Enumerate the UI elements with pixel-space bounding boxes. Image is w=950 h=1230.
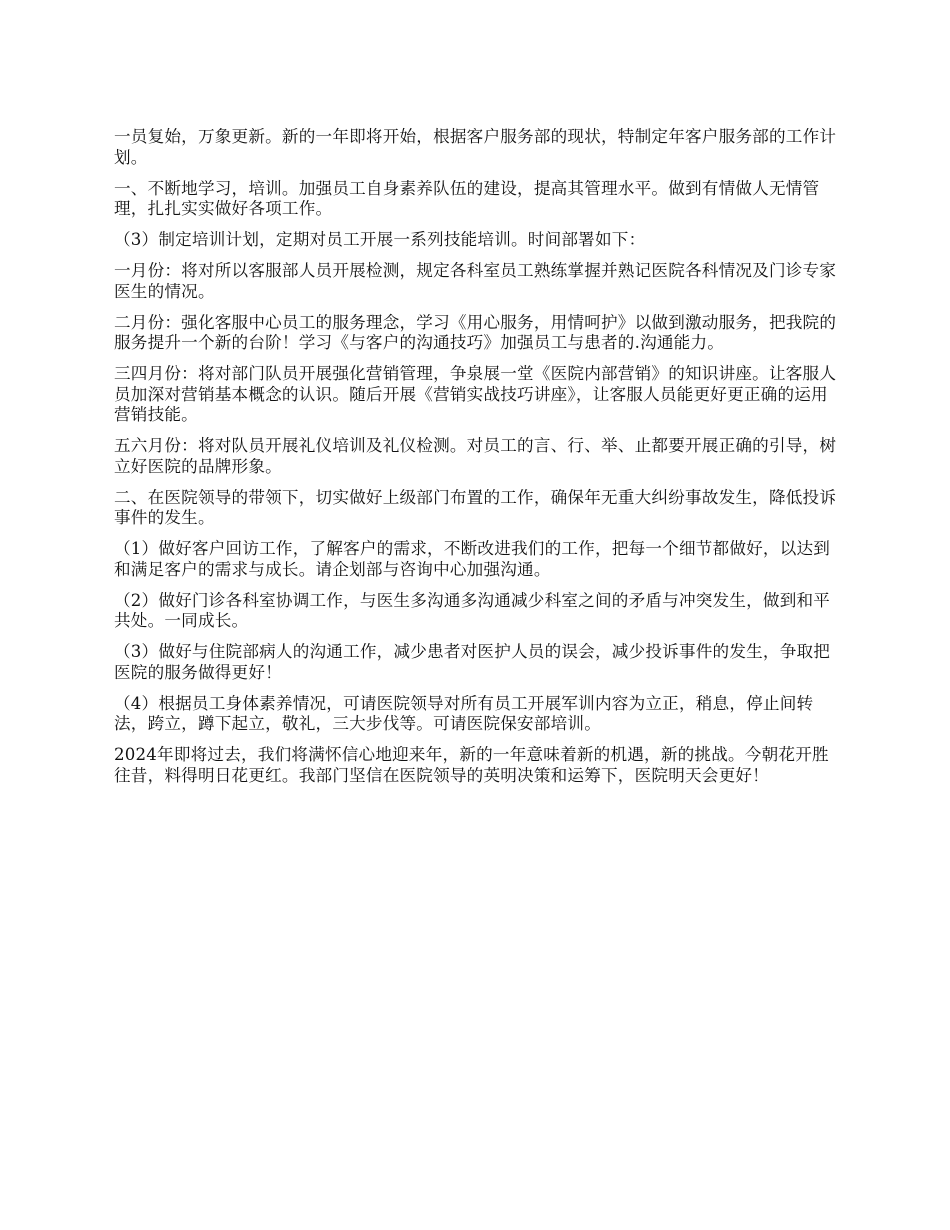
item-3-paragraph: （3）做好与住院部病人的沟通工作，减少患者对医护人员的误会，减少投诉事件的发生，争取把医院的服务做得更好！: [114, 642, 831, 682]
february-plan-paragraph: 二月份：强化客服中心员工的服务理念，学习《用心服务，用情呵护》以做到激动服务，把我院的服务提升一个新的台阶！学习《与客户的沟通技巧》加强员工与患者的.沟通能力。: [114, 312, 837, 352]
section-two-heading-paragraph: 二、在医院领导的带领下，切实做好上级部门布置的工作，确保年无重大纠纷事故发生，降低投诉事件的发生。: [114, 487, 837, 527]
item-2-paragraph: （2）做好门诊各科室协调工作，与医生多沟通多沟通减少科室之间的矛盾与冲突发生，做到和平共处。一同成长。: [114, 590, 831, 630]
section-one-heading-paragraph: 一、不断地学习，培训。加强员工自身素养队伍的建设，提高其管理水平。做到有情做人无情管理，扎扎实实做好各项工作。: [114, 178, 820, 218]
training-plan-paragraph: （3）制定培训计划，定期对员工开展一系列技能培训。时间部署如下：: [114, 230, 646, 249]
intro-paragraph: 一员复始，万象更新。新的一年即将开始，根据客户服务部的现状，特制定年客户服务部的工作计划。: [114, 127, 837, 167]
january-plan-paragraph: 一月份：将对所以客服部人员开展检测，规定各科室员工熟练掌握并熟记医院各科情况及门诊专家医生的情况。: [114, 261, 837, 301]
item-1-paragraph: （1）做好客户回访工作，了解客户的需求，不断改进我们的工作，把每一个细节都做好，以达到和满足客户的需求与成长。请企划部与咨询中心加强沟通。: [114, 539, 831, 579]
march-april-plan-paragraph: 三四月份：将对部门队员开展强化营销管理，争泉展一堂《医院内部营销》的知识讲座。让客服人员加深对营销基本概念的认识。随后开展《营销实战技巧讲座》，让客服人员能更好更正确的运用营销技能。: [114, 364, 837, 424]
closing-paragraph: 2024年即将过去，我们将满怀信心地迎来年，新的一年意味着新的机遇，新的挑战。今朝花开胜往昔，料得明日花更红。我部门坚信在医院领导的英明决策和运筹下，医院明天会更好！: [114, 745, 829, 785]
document-body: [114, 127, 842, 797]
may-june-plan-paragraph: 五六月份：将对队员开展礼仪培训及礼仪检测。对员工的言、行、举、止都要开展正确的引导，树立好医院的品牌形象。: [114, 436, 837, 476]
item-4-paragraph: （4）根据员工身体素养情况，可请医院领导对所有员工开展军训内容为立正，稍息，停止间转法，跨立，蹲下起立，敬礼，三大步伐等。可请医院保安部培训。: [114, 693, 814, 733]
